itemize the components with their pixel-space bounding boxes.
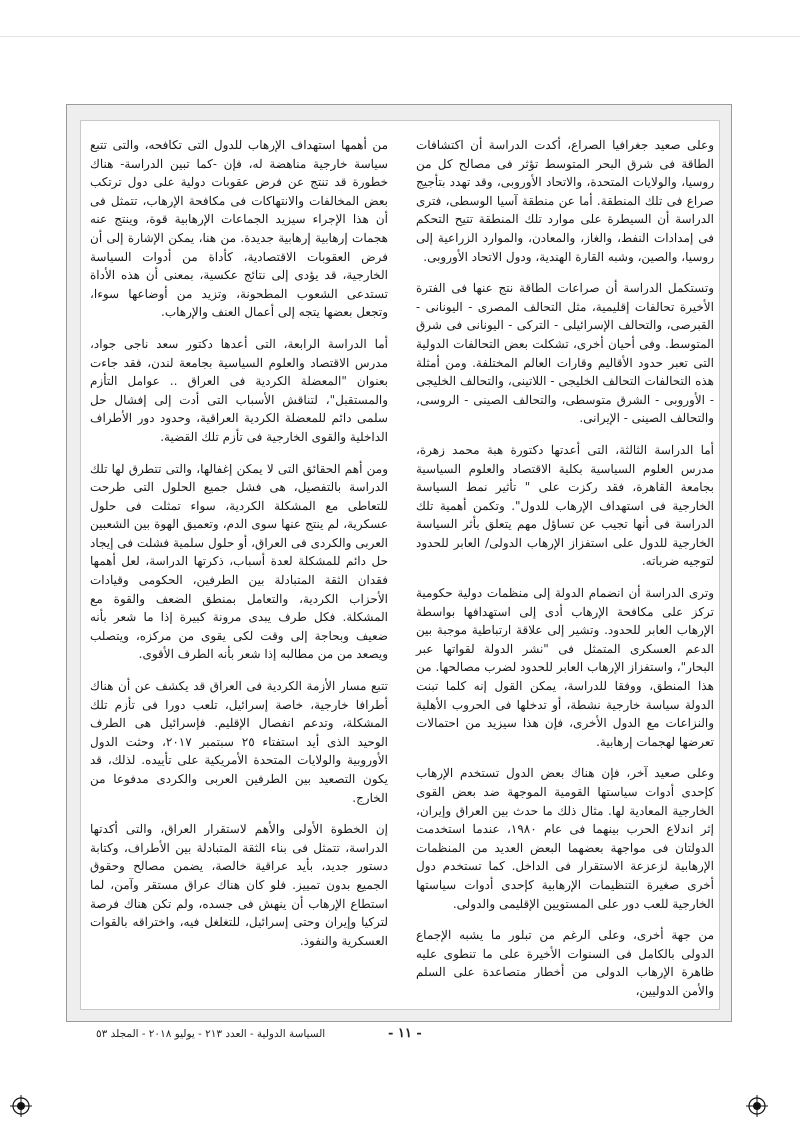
page-footer xyxy=(96,1028,704,1048)
paragraph: وعلى صعيد آخر، فإن هناك بعض الدول تستخدم الإرهاب كإحدى أدوات سياستها القومية الموجهة ضد بعض القوى الخارجية المعادية لها. مثال ذلك ما حدث بين العراق وإيران، إثر اندلاع الحرب بينهما فى عام ١٩٨٠، عندما استخدمت الدولتان فى مواجهة بعضهما البعض العديد من المنظمات الإرهابية لزعزعة الاستقرار فى الداخل. كما تستخدم دول أخرى صغيرة التنظيمات الإرهابية كإحدى أدوات سياستها الخارجية للعب دور على المستويين الإقليمى والدولى. xyxy=(416,766,714,911)
journal-info: السياسة الدولية - العدد ٢١٣ - يوليو ٢٠١٨ - المجلد ٥٣ xyxy=(96,1028,326,1040)
paragraph: تتبع مسار الأزمة الكردية فى العراق قد يكشف عن أن هناك أطرافا خارجية، خاصة إسرائيل، تلعب دورا فى تأزم تلك المشكلة، وتدعم انفصال الإقليم. فإسرائيل هى الطرف الوحيد الذى أيد استفتاء ٢٥ سبتمبر ٢٠١٧، وحثت الدول الأوروبية والولايات المتحدة الأمريكية على تأييده. لذلك، قد يكون التصعيد بين الطرفين العربى والكردى مدفوعا من الخارج. xyxy=(90,679,389,805)
paragraph: وتستكمل الدراسة أن صراعات الطاقة نتج عنها فى الفترة الأخيرة تحالفات إقليمية، مثل التحالف المصرى - اليونانى - القبرصى، والتحالف الإسرائيلى - التركى - اليونانى فى شرق المتوسط. وفى أحيان أخرى، تشكلت بعض التحالفات الدولية التى تعبر حدود الأقاليم وقارات العالم المختلفة. ومن أمثلة هذه التحالفات التحالف الخليجى - اللاتينى، والتحالف الخليجى - الأوروبى - الشرق متوسطى، والتحالف الصينى - الروسى، والتحالف الصينى - الإيرانى. xyxy=(416,281,714,426)
header-rule xyxy=(0,36,800,37)
paragraph: أما الدراسة الثالثة، التى أعدتها دكتورة هبة محمد زهرة، مدرس العلوم السياسية بكلية الاقتصاد والعلوم السياسية بجامعة القاهرة، فقد ركزت على " تأثير نمط السياسة الخارجية فى استهداف الإرهاب للدول". وتكمن أهمية تلك الدراسة فى أنها تجيب عن تساؤل مهم يتعلق بأثر السياسة الخارجية للدول على استفزاز الإرهاب الدولى/ العابر للحدود لتوجيه ضرباته. xyxy=(416,442,714,569)
paragraph: من أهمها استهداف الإرهاب للدول التى تكافحه، والتى تتبع سياسة خارجية مناهضة له، فإن -كما تبين الدراسة- هناك خطورة قد تنتج عن فرض عقوبات دولية على دول ترتكب بعض المخالفات والانتهاكات فى مكافحة الإرهاب، تتمثل فى أن هذا الإجراء سيزيد الجماعات الإرهابية قوة، وينتج عنه هجمات إرهابية إرهابية جديدة. من هنا، يمكن الإشارة إلى أن فرض العقوبات الاقتصادية، كأداة من أدوات السياسة الخارجية، قد يؤدى إلى نتائج عكسية، بمعنى أن هذه الأداة تستدعى الشعوب المطحونة، وتزيد من أوضاعها سوءا، وتجعل بعضها يتجه إلى أعمال العنف والإرهاب. xyxy=(90,138,388,320)
paragraph: وعلى صعيد جغرافيا الصراع، أكدت الدراسة أن اكتشافات الطاقة فى شرق البحر المتوسط تؤثر فى مصالح كل من روسيا، والولايات المتحدة، والاتحاد الأوروبى، وقد تهدد بتأجيج صراع فى تلك المنطقة. أما عن منطقة آسيا الوسطى، فترى الدراسة أن السيطرة على موارد تلك المنطقة تتيح التحكم فى إمدادات النفط، والغاز، والمعادن، والموارد الزراعية إلى روسيا، والصين، وشبه القارة الهندية، ودول الاتحاد الأوروبى. xyxy=(416,138,714,264)
registration-mark-icon xyxy=(10,1095,32,1117)
paragraph: من جهة أخرى، وعلى الرغم من تبلور ما يشبه الإجماع الدولى بالكامل فى السنوات الأخيرة على ما تنطوى عليه ظاهرة الإرهاب الدولى من أخطار متصاعدة على السلم والأمن الدوليين، xyxy=(416,928,714,998)
left-column xyxy=(90,136,388,963)
paragraph: ومن أهم الحقائق التى لا يمكن إغفالها، والتى تتطرق لها تلك الدراسة بالتفصيل، هى فشل جميع الحلول التى طرحت للتعاطى مع المشكلة الكردية، سواء تمثلت فى حلول عسكرية، لم ينتج عنها سوى الدم، وتعميق الهوة بين الشعبين العربى والكردى فى العراق، أو حلول سلمية فشلت فى إيجاد حل دائم للمشكلة لعدة أسباب، ذكرتها الدراسة، لعل أهمها فقدان الثقة المتبادلة بين الطرفين، الحكومى وقيادات الأحزاب الكردية، والتعامل بمنطق الضعف والقوة مع المشكلة. فكل طرف يبدى مرونة كبيرة إذا ما شعر بأنه ضعيف وبحاجة إلى وقت لكى يقوى من مركزه، ويتصلب ويصعد من من مطالبه إذا شعر بأنه الطرف الأقوى. xyxy=(90,461,388,662)
page-number: - ١١ - xyxy=(388,1026,422,1041)
right-column xyxy=(416,136,714,1014)
paragraph: وترى الدراسة أن انضمام الدولة إلى منظمات دولية حكومية تركز على مكافحة الإرهاب أدى إلى استهدافها بواسطة الإرهاب العابر للحدود. وتشير إلى علاقة ارتباطية موجبة بين الدعم العسكرى المتمثل فى "نشر الدولة لقواتها عبر البحار"، واستفزاز الإرهاب العابر للحدود لضرب مصالحها. من هذا المنطق، ووفقا للدراسة، يمكن القول إنه كلما تبنت الدولة سياسة خارجية نشطة، أو تدخلها فى الحروب الأهلية والنزاعات مع الدول الأخرى، فإن هذا سيزيد من احتمالات تعرضها لهجمات إرهابية. xyxy=(416,586,714,749)
paragraph: أما الدراسة الرابعة، التى أعدها دكتور سعد ناجى جواد، مدرس الاقتصاد والعلوم السياسية بجامعة لندن، فقد جاءت بعنوان "المعضلة الكردية فى العراق .. عوامل التأزم والمستقبل"، لتناقش الأسباب التى أدت إلى إفشال حل سلمى دائم للمعضلة الكردية العراقية، وحدود دور الأطراف الداخلية والقوى الخارجية فى تأزم تلك القضية. xyxy=(90,336,388,444)
registration-mark-icon xyxy=(746,1095,768,1117)
paragraph: إن الخطوة الأولى والأهم لاستقرار العراق، والتى أكدتها الدراسة، تتمثل فى بناء الثقة المتبادلة بين الأطراف، وكتابة دستور جديد، بأيد عراقية خالصة، يضمن مصالح وحقوق الجميع بدون تمييز. فلو كان هناك عراق مستقر وآمن، لما استطاع الإرهاب أن ينهش فى جسده، ولم تكن هناك فرصة لتركيا وإيران وحتى إسرائيل، للتغلغل فيه، واختراقه بالقوات العسكرية والنفوذ. xyxy=(90,822,388,948)
